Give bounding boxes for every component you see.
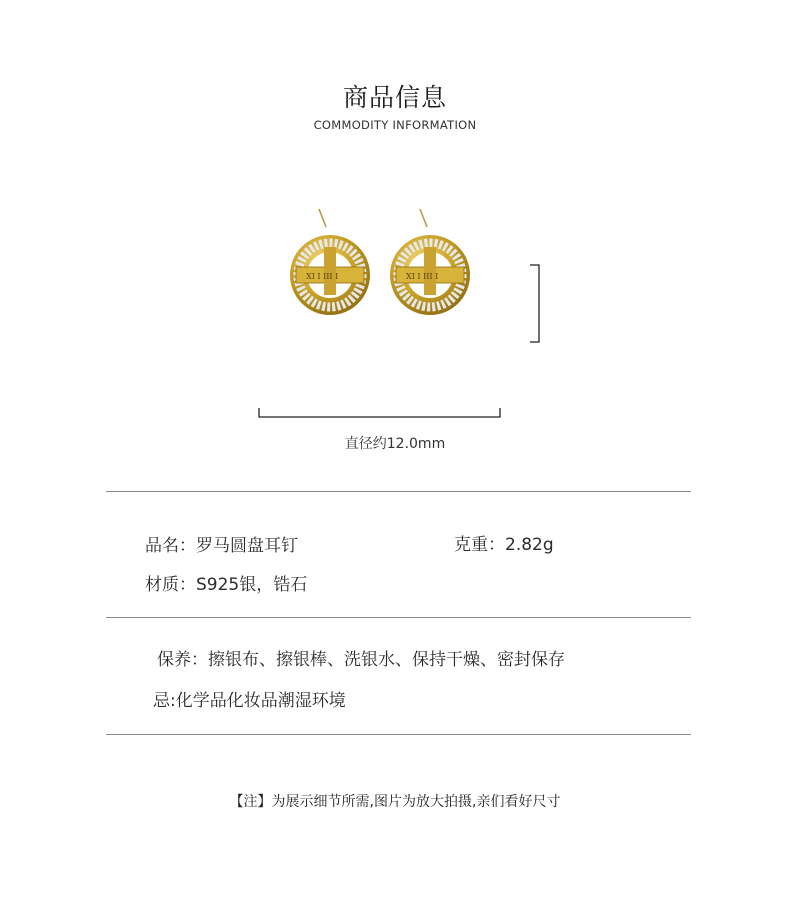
svg-text:XI I III I: XI I III I xyxy=(406,272,439,281)
left-earring xyxy=(290,209,370,315)
diameter-label: 直径约12.0mm xyxy=(344,436,446,452)
page-subtitle: COMMODITY INFORMATION xyxy=(313,118,477,131)
spec-material: 材质：S925银，锆石 xyxy=(145,575,308,595)
page-title: 商品信息 xyxy=(342,83,447,112)
spec-weight: 克重：2.82g xyxy=(454,535,554,555)
right-earring xyxy=(390,209,470,315)
width-dimension-bracket xyxy=(258,406,502,420)
divider-top xyxy=(106,491,691,492)
care-instructions: 保养：擦银布、擦银棒、洗银水、保持干燥、密封保存 xyxy=(157,650,565,670)
svg-text:XI I III I: XI I III I xyxy=(306,272,339,281)
care-avoid: 忌:化学品化妆品潮湿环境 xyxy=(153,691,346,711)
height-dimension-bracket xyxy=(528,264,542,344)
footer-note: 【注】为展示细节所需,图片为放大拍摄,亲们看好尺寸 xyxy=(229,794,561,810)
earrings-product-image xyxy=(280,205,480,325)
divider-middle xyxy=(106,617,691,618)
divider-bottom xyxy=(106,734,691,735)
spec-product-name: 品名：罗马圆盘耳钉 xyxy=(145,536,298,556)
